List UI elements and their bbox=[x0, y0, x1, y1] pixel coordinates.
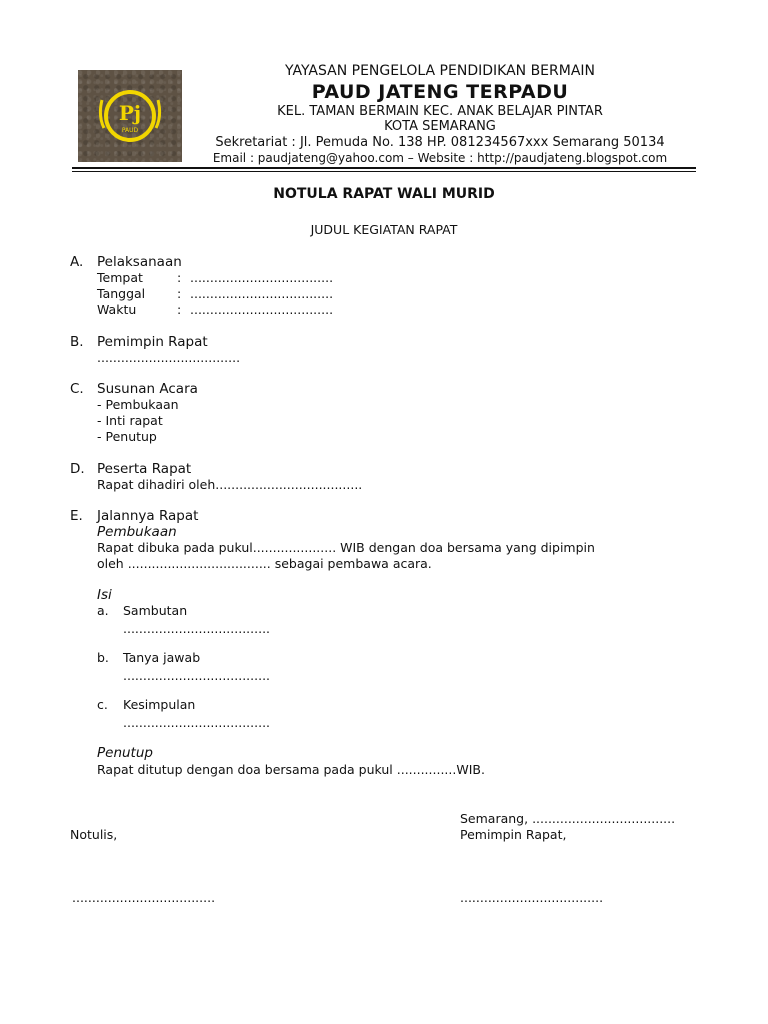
closing-text: Rapat ditutup dengan doa bersama pada pukul ...............WIB. bbox=[97, 762, 485, 777]
header-divider-thin bbox=[72, 171, 696, 172]
content-item-marker: a. bbox=[97, 603, 109, 618]
tanggal-value: .................................... bbox=[190, 286, 334, 301]
organization-logo bbox=[78, 70, 182, 162]
pj-emblem-icon bbox=[78, 70, 182, 162]
tanggal-colon: : bbox=[177, 286, 182, 301]
content-item-label: Tanya jawab bbox=[123, 650, 201, 665]
peserta-rapat-text: Rapat dihadiri oleh..................................... bbox=[97, 477, 363, 492]
notulis-role: Notulis, bbox=[70, 827, 118, 842]
secretariat-address: Sekretariat : Jl. Pemuda No. 138 HP. 081234567xxx Semarang 50134 bbox=[215, 135, 665, 150]
section-e-letter: E. bbox=[70, 508, 83, 524]
section-d-heading: Peserta Rapat bbox=[97, 461, 192, 477]
document-subtitle: JUDUL KEGIATAN RAPAT bbox=[310, 222, 458, 237]
section-d-letter: D. bbox=[70, 461, 85, 477]
section-a-heading: Pelaksanaan bbox=[97, 254, 182, 270]
section-c-heading: Susunan Acara bbox=[97, 381, 198, 397]
section-b-letter: B. bbox=[70, 334, 84, 350]
content-item-label: Kesimpulan bbox=[123, 697, 196, 712]
opening-title: Pembukaan bbox=[97, 524, 177, 540]
content-item-marker: b. bbox=[97, 650, 109, 665]
header-divider-thick bbox=[72, 167, 696, 169]
waktu-label: Waktu bbox=[97, 302, 137, 317]
content-item-value: ..................................... bbox=[123, 621, 271, 636]
section-e-heading: Jalannya Rapat bbox=[97, 508, 199, 524]
section-c-letter: C. bbox=[70, 381, 84, 397]
tanggal-label: Tanggal bbox=[97, 286, 146, 301]
closing-title: Penutup bbox=[97, 745, 153, 761]
content-item-marker: c. bbox=[97, 697, 108, 712]
content-item-value: ..................................... bbox=[123, 715, 271, 730]
logo-letters: Pj bbox=[118, 101, 142, 125]
tempat-colon: : bbox=[177, 270, 182, 285]
waktu-colon: : bbox=[177, 302, 182, 317]
foundation-name: YAYASAN PENGELOLA PENDIDIKAN BERMAIN bbox=[284, 63, 596, 79]
agenda-item: - Inti rapat bbox=[97, 413, 163, 428]
section-a-letter: A. bbox=[70, 254, 84, 270]
opening-line-1: Rapat dibuka pada pukul..................... WIB dengan doa bersama yang dipimpin bbox=[97, 540, 595, 555]
content-item-value: ..................................... bbox=[123, 668, 271, 683]
agenda-item: - Penutup bbox=[97, 429, 157, 444]
tempat-value: .................................... bbox=[190, 270, 334, 285]
pemimpin-rapat-value: .................................... bbox=[97, 350, 241, 365]
logo-small-text: PAUD bbox=[121, 127, 139, 134]
content-item-label: Sambutan bbox=[123, 603, 188, 618]
address-line-1: KEL. TAMAN BERMAIN KEC. ANAK BELAJAR PINTAR bbox=[277, 104, 603, 119]
address-line-2: KOTA SEMARANG bbox=[384, 119, 496, 134]
organization-name: PAUD JATENG TERPADU bbox=[311, 81, 569, 103]
waktu-value: .................................... bbox=[190, 302, 334, 317]
place-date: Semarang, .................................... bbox=[460, 811, 676, 826]
content-title: Isi bbox=[97, 587, 112, 603]
agenda-item: - Pembukaan bbox=[97, 397, 179, 412]
contact-info: Email : paudjateng@yahoo.com – Website : http://paudjateng.blogspot.com bbox=[212, 151, 668, 165]
pemimpin-signature-line: .................................... bbox=[460, 890, 604, 905]
opening-line-2: oleh .................................... sebagai pembawa acara. bbox=[97, 556, 432, 571]
section-b-heading: Pemimpin Rapat bbox=[97, 334, 208, 350]
pemimpin-rapat-role: Pemimpin Rapat, bbox=[460, 827, 567, 842]
document-title: NOTULA RAPAT WALI MURID bbox=[273, 186, 495, 202]
notulis-signature-line: .................................... bbox=[72, 890, 216, 905]
tempat-label: Tempat bbox=[97, 270, 143, 285]
